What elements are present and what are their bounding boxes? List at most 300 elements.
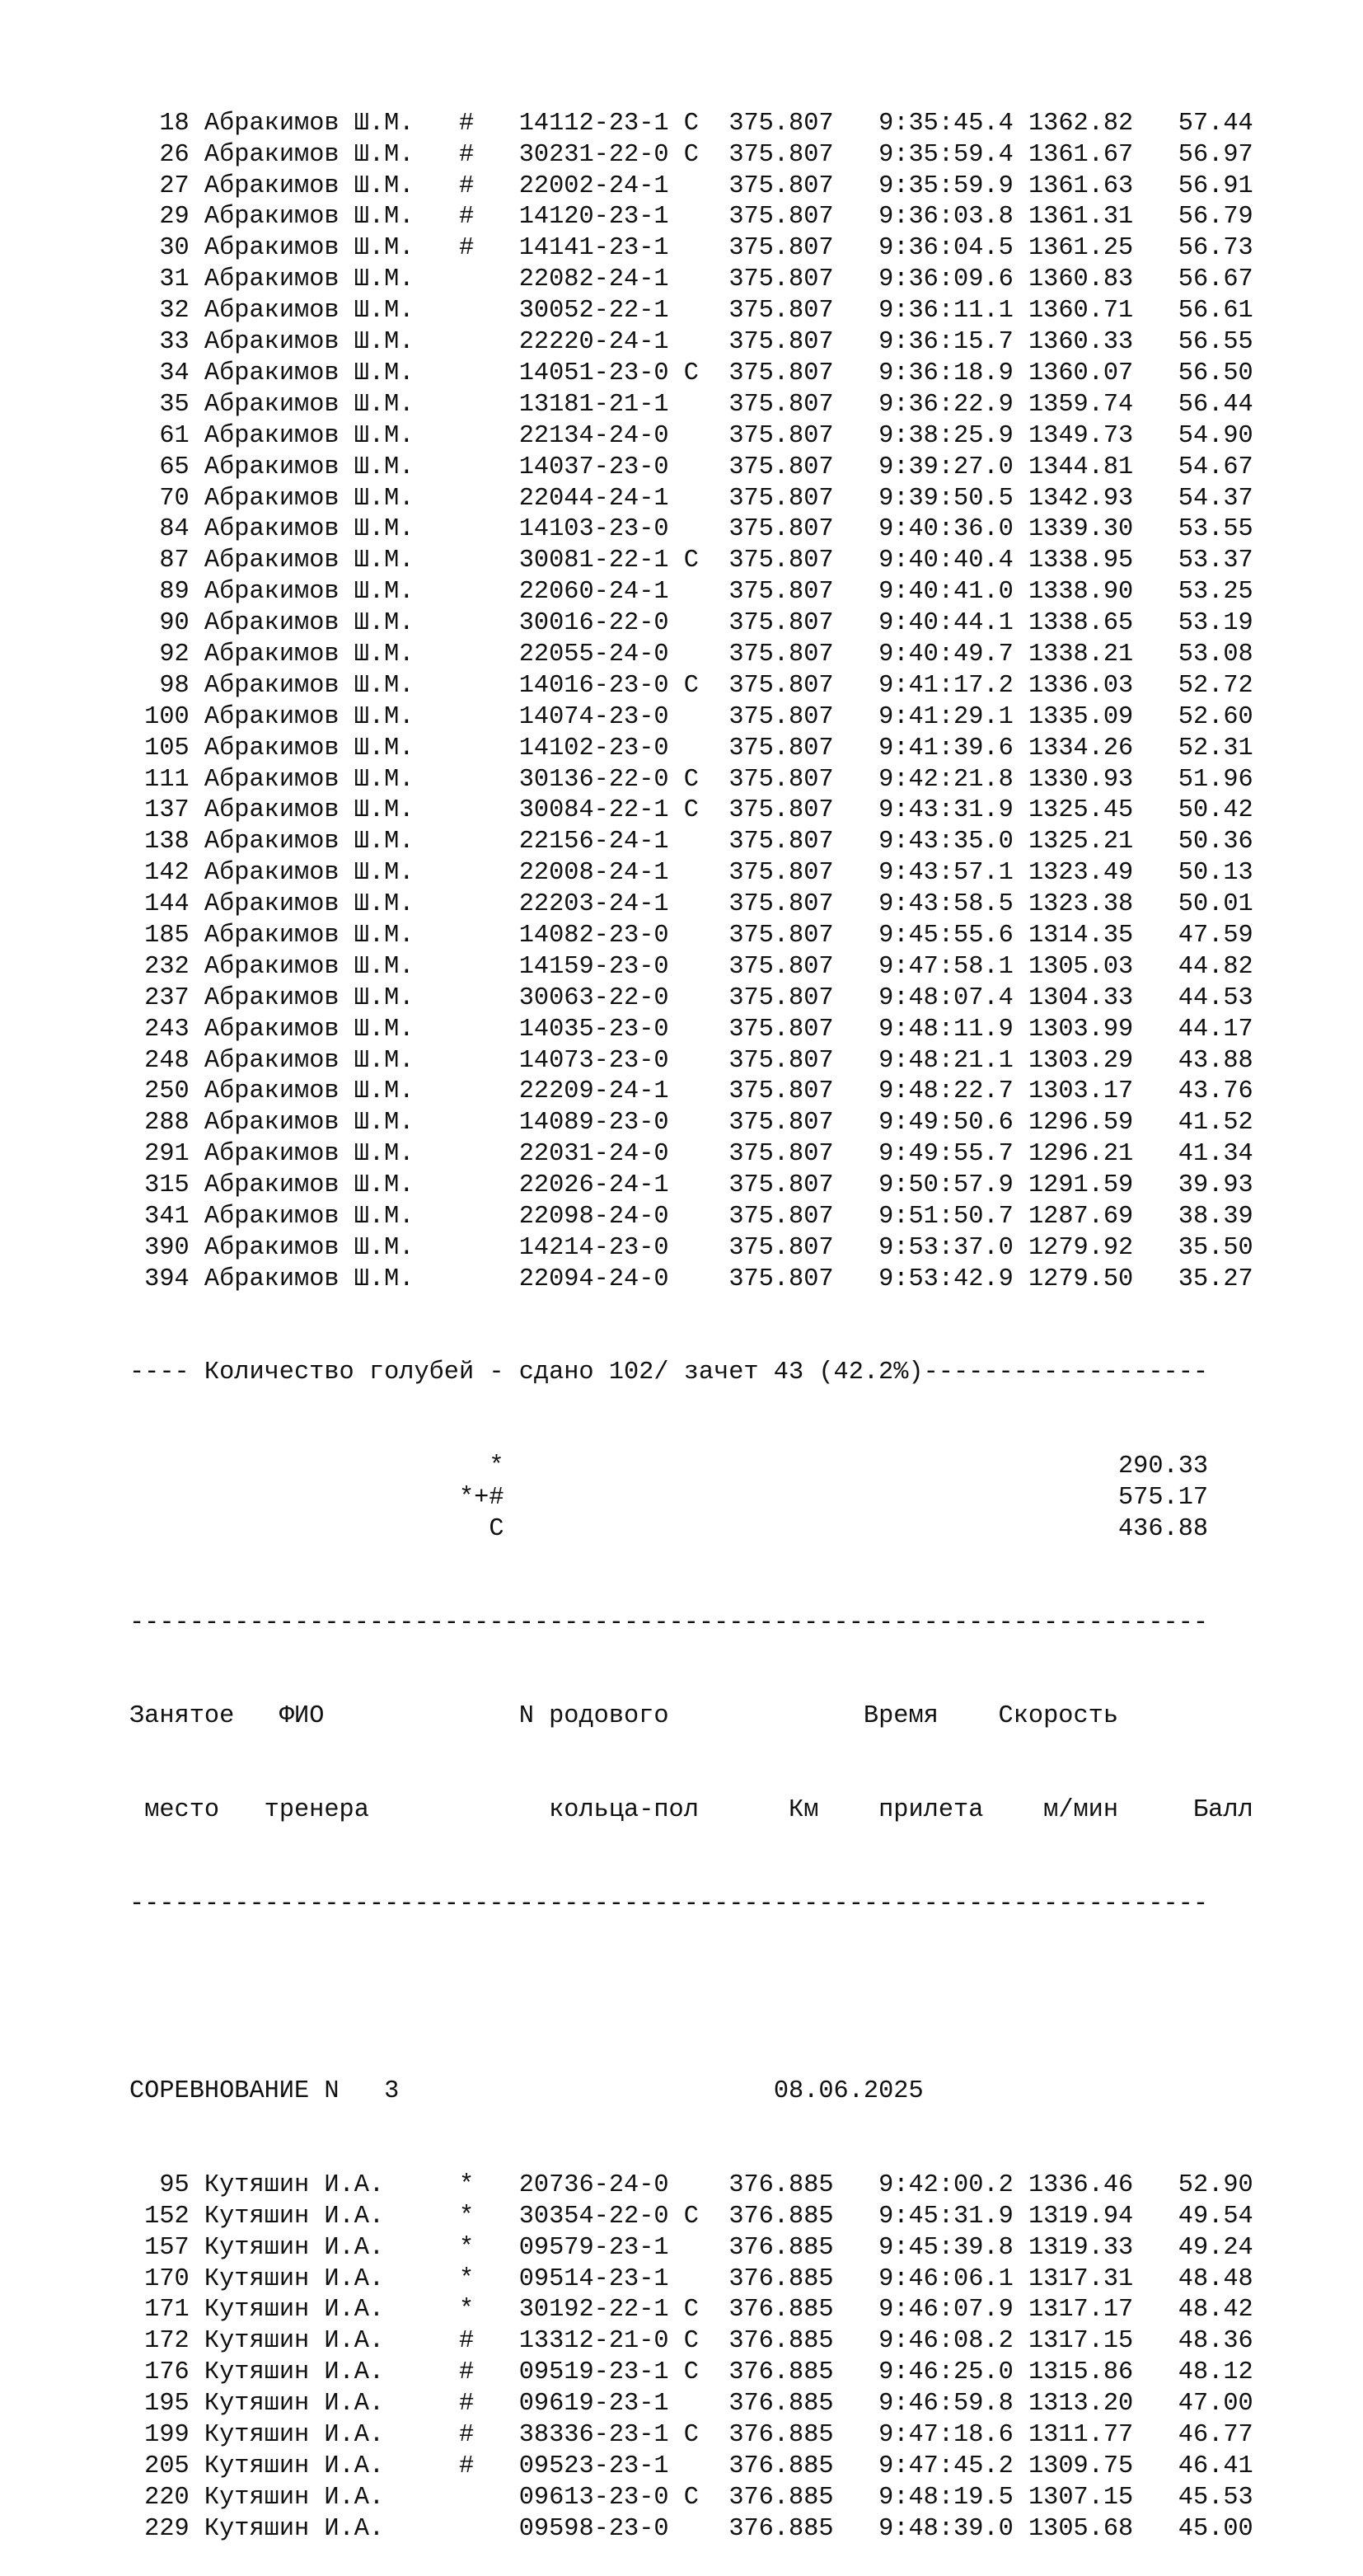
mark-cell: #: [459, 2390, 519, 2419]
km-cell: 375.807: [728, 765, 834, 794]
place-cell: 243: [129, 1015, 190, 1044]
ring-cell: 14120-23-1: [518, 203, 669, 232]
score-cell: 53.08: [1133, 640, 1253, 669]
place-cell: 291: [129, 1140, 190, 1169]
column-header-row-2: [129, 1795, 1253, 1827]
speed-cell: 1317.15: [1028, 2327, 1134, 2356]
trainer-cell: Абракимов Ш.М.: [204, 203, 460, 232]
mark-cell: [459, 609, 519, 637]
time-cell: 9:40:41.0: [878, 578, 1014, 607]
table-row: [129, 546, 1253, 577]
speed-cell: 1323.49: [1028, 859, 1134, 888]
competition-label: СОРЕВНОВАНИЕ N: [129, 2077, 340, 2106]
score-cell: 45.00: [1133, 2514, 1253, 2543]
score-cell: 56.79: [1133, 203, 1253, 232]
time-cell: 9:53:42.9: [878, 1265, 1014, 1293]
mark-cell: [459, 328, 519, 356]
time-cell: 9:51:50.7: [878, 1202, 1014, 1231]
score-cell: 54.37: [1133, 484, 1253, 513]
speed-cell: 1359.74: [1028, 390, 1134, 419]
table-row: [129, 2202, 1253, 2233]
score-cell: 53.37: [1133, 547, 1253, 575]
speed-cell: 1317.17: [1028, 2296, 1134, 2325]
km-cell: 376.885: [728, 2327, 834, 2356]
ring-cell: 14074-23-0: [518, 702, 669, 731]
mark-cell: #: [459, 109, 519, 138]
km-cell: 375.807: [728, 921, 834, 950]
ring-cell: 30354-22-0: [518, 2202, 669, 2231]
table-row: [129, 109, 1253, 140]
trainer-cell: Абракимов Ш.М.: [204, 1171, 460, 1200]
sex-cell: С: [683, 2483, 699, 2512]
mark-cell: [459, 1265, 519, 1293]
table-row: [129, 421, 1253, 453]
score-cell: 35.27: [1133, 1265, 1253, 1293]
speed-cell: 1336.46: [1028, 2170, 1134, 2199]
time-cell: 9:36:04.5: [878, 234, 1014, 263]
km-cell: 376.885: [728, 2170, 834, 2199]
speed-cell: 1339.30: [1028, 515, 1134, 544]
speed-cell: 1304.33: [1028, 983, 1134, 1012]
km-cell: 376.885: [728, 2483, 834, 2512]
ring-cell: 13312-21-0: [518, 2327, 669, 2356]
place-cell: 98: [129, 671, 190, 700]
place-cell: 142: [129, 859, 190, 888]
sex-cell: [684, 703, 699, 731]
mark-cell: #: [459, 140, 519, 169]
score-cell: 53.55: [1133, 515, 1253, 544]
km-cell: 375.807: [728, 140, 834, 169]
time-cell: 9:49:50.6: [878, 1109, 1014, 1138]
speed-cell: 1335.09: [1028, 702, 1134, 731]
speed-cell: 1309.75: [1028, 2452, 1134, 2480]
header-speed: Скорость: [998, 1702, 1118, 1731]
km-cell: 375.807: [728, 359, 834, 387]
header-speed-2: м/мин: [1043, 1796, 1119, 1825]
trainer-cell: Абракимов Ш.М.: [204, 547, 460, 575]
time-cell: 9:42:00.2: [878, 2170, 1014, 2199]
time-cell: 9:43:35.0: [878, 828, 1014, 856]
mark-cell: [459, 453, 519, 481]
speed-cell: 1305.68: [1028, 2514, 1134, 2543]
trainer-cell: Абракимов Ш.М.: [204, 859, 460, 888]
mark-cell: [459, 1203, 519, 1231]
ring-cell: 14037-23-0: [518, 453, 669, 481]
place-cell: 105: [129, 734, 190, 762]
ring-cell: 22209-24-1: [518, 1077, 669, 1106]
mark-cell: #: [459, 171, 519, 200]
totals-block: [129, 1452, 1253, 1546]
table-row: [129, 390, 1253, 421]
mark-cell: #: [459, 2421, 519, 2449]
time-cell: 9:36:22.9: [878, 390, 1014, 419]
sex-cell: [684, 1016, 699, 1044]
mark-cell: [459, 953, 519, 981]
score-cell: 53.19: [1133, 609, 1253, 638]
table-row: [129, 765, 1253, 796]
sex-cell: [684, 2171, 699, 2199]
speed-cell: 1362.82: [1028, 109, 1134, 138]
score-cell: 48.36: [1133, 2327, 1253, 2356]
mark-cell: [459, 796, 519, 824]
table-row: [129, 702, 1253, 734]
place-cell: 341: [129, 1202, 190, 1231]
total-value: 436.88: [1117, 1514, 1209, 1543]
km-cell: 375.807: [728, 1202, 834, 1231]
time-cell: 9:40:44.1: [878, 609, 1014, 638]
table-row: [129, 889, 1253, 921]
score-cell: 48.48: [1133, 2264, 1253, 2293]
summary-text: Количество голубей - сдано 102/ зачет 43 (42.2%): [204, 1358, 924, 1387]
mark-cell: [459, 859, 519, 887]
mark-cell: [459, 766, 519, 794]
table-row: [129, 2452, 1253, 2483]
place-cell: 65: [129, 453, 190, 481]
sex-cell: [684, 890, 699, 918]
km-cell: 375.807: [728, 1265, 834, 1293]
km-cell: 375.807: [728, 109, 834, 138]
table-row: [129, 359, 1253, 390]
time-cell: 9:53:37.0: [878, 1233, 1014, 1262]
time-cell: 9:48:11.9: [878, 1015, 1014, 1044]
speed-cell: 1296.21: [1028, 1140, 1134, 1169]
time-cell: 9:45:55.6: [878, 921, 1014, 950]
score-cell: 56.55: [1133, 328, 1253, 357]
trainer-cell: Абракимов Ш.М.: [204, 1077, 460, 1106]
place-cell: 137: [129, 796, 190, 825]
score-cell: 56.73: [1133, 234, 1253, 263]
place-cell: 70: [129, 484, 190, 513]
time-cell: 9:35:59.9: [878, 171, 1014, 200]
table-row: [129, 2514, 1253, 2546]
summary-line: ---- Количество голубей - сдано 102/ зачет 43 (42.2%)-------------------: [129, 1358, 1209, 1387]
km-cell: 375.807: [728, 1171, 834, 1200]
km-cell: 375.807: [728, 234, 834, 263]
ring-cell: 30136-22-0: [518, 765, 669, 794]
km-cell: 375.807: [728, 1077, 834, 1106]
place-cell: 34: [129, 359, 190, 387]
place-cell: 100: [129, 702, 190, 731]
header-place: Занятое: [129, 1702, 235, 1731]
sex-cell: С: [683, 671, 699, 700]
results-section-1: [129, 109, 1253, 1296]
score-cell: 54.90: [1133, 421, 1253, 450]
place-cell: 220: [129, 2483, 190, 2512]
sex-cell: [684, 328, 699, 356]
speed-cell: 1291.59: [1028, 1171, 1134, 1200]
header-ring: N родового: [518, 1702, 669, 1731]
header-trainer: ФИО: [279, 1702, 325, 1731]
speed-cell: 1361.67: [1028, 140, 1134, 169]
divider: ------------------------------------------------------------------------: [129, 1608, 1209, 1637]
table-row: [129, 233, 1253, 265]
trainer-cell: Абракимов Ш.М.: [204, 171, 460, 200]
sex-cell: [684, 1171, 699, 1199]
ring-cell: 14112-23-1: [518, 109, 669, 138]
place-cell: 390: [129, 1233, 190, 1262]
speed-cell: 1360.71: [1028, 297, 1134, 326]
place-cell: 61: [129, 421, 190, 450]
score-cell: 48.12: [1133, 2358, 1253, 2387]
km-cell: 376.885: [728, 2202, 834, 2231]
trainer-cell: Абракимов Ш.М.: [204, 234, 460, 263]
trainer-cell: Абракимов Ш.М.: [204, 640, 460, 669]
ring-cell: 22094-24-0: [518, 1265, 669, 1293]
mark-cell: [459, 703, 519, 731]
place-cell: 89: [129, 578, 190, 607]
score-cell: 43.76: [1133, 1077, 1253, 1106]
km-cell: 375.807: [728, 640, 834, 669]
sex-cell: [684, 453, 699, 481]
time-cell: 9:47:45.2: [878, 2452, 1014, 2480]
ring-cell: 22156-24-1: [518, 828, 669, 856]
divider: ------------------------------------------------------------------------: [129, 1889, 1209, 1918]
table-row: [129, 202, 1253, 233]
km-cell: 375.807: [728, 421, 834, 450]
time-cell: 9:46:08.2: [878, 2327, 1014, 2356]
time-cell: 9:45:31.9: [878, 2202, 1014, 2231]
place-cell: 229: [129, 2514, 190, 2543]
place-cell: 176: [129, 2358, 190, 2387]
ring-cell: 09598-23-0: [518, 2514, 669, 2543]
sex-cell: [684, 640, 699, 669]
place-cell: 152: [129, 2202, 190, 2231]
speed-cell: 1338.90: [1028, 578, 1134, 607]
score-cell: 44.53: [1133, 983, 1253, 1012]
km-cell: 375.807: [728, 515, 834, 544]
ring-cell: 14051-23-0: [518, 359, 669, 387]
trainer-cell: Абракимов Ш.М.: [204, 265, 460, 294]
table-row: [129, 1233, 1253, 1265]
speed-cell: 1325.21: [1028, 828, 1134, 856]
ring-cell: 14089-23-0: [518, 1109, 669, 1138]
mark-cell: [459, 547, 519, 575]
place-cell: 87: [129, 547, 190, 575]
sex-cell: [684, 828, 699, 856]
sex-cell: [684, 2390, 699, 2418]
place-cell: 237: [129, 983, 190, 1012]
trainer-cell: Абракимов Ш.М.: [204, 359, 460, 387]
km-cell: 375.807: [728, 1140, 834, 1169]
speed-cell: 1338.21: [1028, 640, 1134, 669]
time-cell: 9:36:11.1: [878, 297, 1014, 326]
mark-cell: [459, 672, 519, 700]
place-cell: 32: [129, 297, 190, 326]
table-row: [129, 2358, 1253, 2389]
speed-cell: 1317.31: [1028, 2264, 1134, 2293]
mark-cell: [459, 1140, 519, 1168]
km-cell: 375.807: [728, 1233, 834, 1262]
header-trainer-2: тренера: [264, 1796, 369, 1825]
place-cell: 288: [129, 1109, 190, 1138]
speed-cell: 1361.25: [1028, 234, 1134, 263]
table-row: [129, 827, 1253, 858]
time-cell: 9:39:27.0: [878, 453, 1014, 481]
speed-cell: 1315.86: [1028, 2358, 1134, 2387]
mark-cell: *: [459, 2296, 519, 2325]
km-cell: 375.807: [728, 1015, 834, 1044]
ring-cell: 22031-24-0: [518, 1140, 669, 1169]
place-cell: 138: [129, 828, 190, 856]
score-cell: 41.52: [1133, 1109, 1253, 1138]
table-row: [129, 795, 1253, 827]
trainer-cell: Абракимов Ш.М.: [204, 734, 460, 762]
mark-cell: [459, 515, 519, 543]
ring-cell: 22203-24-1: [518, 890, 669, 919]
trainer-cell: Абракимов Ш.М.: [204, 609, 460, 638]
speed-cell: 1334.26: [1028, 734, 1134, 762]
place-cell: 172: [129, 2327, 190, 2356]
table-row: [129, 2420, 1253, 2452]
speed-cell: 1323.38: [1028, 890, 1134, 919]
results-section-2: [129, 2170, 1253, 2546]
ring-cell: 22220-24-1: [518, 328, 669, 357]
table-row: [129, 1265, 1253, 1296]
score-cell: 56.91: [1133, 171, 1253, 200]
score-cell: 56.97: [1133, 140, 1253, 169]
speed-cell: 1361.31: [1028, 203, 1134, 232]
trainer-cell: Кутяшин И.А.: [204, 2421, 460, 2449]
mark-cell: *: [459, 2233, 519, 2262]
ring-cell: 09523-23-1: [518, 2452, 669, 2480]
sex-cell: [684, 2452, 699, 2480]
km-cell: 376.885: [728, 2358, 834, 2387]
table-row: [129, 2170, 1253, 2202]
ring-cell: 14035-23-0: [518, 1015, 669, 1044]
sex-cell: С: [683, 765, 699, 794]
mark-cell: *: [459, 2264, 519, 2293]
ring-cell: 14073-23-0: [518, 1046, 669, 1075]
speed-cell: 1311.77: [1028, 2421, 1134, 2449]
place-cell: 33: [129, 328, 190, 357]
place-cell: 90: [129, 609, 190, 638]
time-cell: 9:40:36.0: [878, 515, 1014, 544]
sex-cell: [684, 2515, 699, 2543]
total-value: 290.33: [1117, 1452, 1209, 1481]
ring-cell: 30063-22-0: [518, 983, 669, 1012]
score-cell: 45.53: [1133, 2483, 1253, 2512]
mark-cell: [459, 391, 519, 419]
sex-cell: С: [683, 2421, 699, 2449]
speed-cell: 1360.33: [1028, 328, 1134, 357]
total-row: [129, 1483, 1253, 1514]
score-cell: 41.34: [1133, 1140, 1253, 1169]
sex-cell: [684, 859, 699, 887]
sex-cell: [684, 1234, 699, 1262]
score-cell: 47.00: [1133, 2390, 1253, 2419]
time-cell: 9:48:19.5: [878, 2483, 1014, 2512]
time-cell: 9:46:07.9: [878, 2296, 1014, 2325]
sex-cell: [684, 1140, 699, 1168]
trainer-cell: Абракимов Ш.М.: [204, 390, 460, 419]
blank-line: [129, 1982, 1253, 2014]
ring-cell: 30016-22-0: [518, 609, 669, 638]
header-place-2: место: [144, 1796, 220, 1825]
competition-line: [129, 2076, 1253, 2108]
table-row: [129, 1139, 1253, 1171]
ring-cell: 30052-22-1: [518, 297, 669, 326]
time-cell: 9:50:57.9: [878, 1171, 1014, 1200]
ring-cell: 30084-22-1: [518, 796, 669, 825]
ring-cell: 22082-24-1: [518, 265, 669, 294]
speed-cell: 1279.50: [1028, 1265, 1134, 1293]
score-cell: 38.39: [1133, 1202, 1253, 1231]
mark-cell: [459, 1047, 519, 1075]
trainer-cell: Абракимов Ш.М.: [204, 1109, 460, 1138]
table-row: [129, 171, 1253, 203]
speed-cell: 1319.94: [1028, 2202, 1134, 2231]
sex-cell: С: [683, 2296, 699, 2325]
table-row: [129, 327, 1253, 359]
ring-cell: 30231-22-0: [518, 140, 669, 169]
mark-cell: [459, 1171, 519, 1199]
speed-cell: 1360.83: [1028, 265, 1134, 294]
table-row: [129, 921, 1253, 952]
place-cell: 84: [129, 515, 190, 544]
place-cell: 18: [129, 109, 190, 138]
place-cell: 205: [129, 2452, 190, 2480]
sex-cell: С: [683, 109, 699, 138]
table-row: [129, 671, 1253, 702]
km-cell: 375.807: [728, 828, 834, 856]
ring-cell: 09619-23-1: [518, 2390, 669, 2419]
score-cell: 52.90: [1133, 2170, 1253, 2199]
total-label: С: [489, 1514, 504, 1543]
table-row: [129, 1046, 1253, 1077]
ring-cell: 22134-24-0: [518, 421, 669, 450]
speed-cell: 1338.95: [1028, 547, 1134, 575]
km-cell: 375.807: [728, 983, 834, 1012]
km-cell: 375.807: [728, 859, 834, 888]
competition-date: 08.06.2025: [773, 2077, 924, 2106]
time-cell: 9:43:31.9: [878, 796, 1014, 825]
speed-cell: 1342.93: [1028, 484, 1134, 513]
ring-cell: 09519-23-1: [518, 2358, 669, 2387]
ring-cell: 09579-23-1: [518, 2233, 669, 2262]
time-cell: 9:42:21.8: [878, 765, 1014, 794]
sex-cell: С: [683, 140, 699, 169]
ring-cell: 22002-24-1: [518, 171, 669, 200]
score-cell: 56.44: [1133, 390, 1253, 419]
trainer-cell: Абракимов Ш.М.: [204, 453, 460, 481]
competition-number: 3: [384, 2077, 400, 2106]
total-label: *+#: [458, 1484, 504, 1513]
mark-cell: [459, 422, 519, 450]
mark-cell: [459, 2515, 519, 2543]
place-cell: 171: [129, 2296, 190, 2325]
mark-cell: *: [459, 2170, 519, 2199]
table-row: [129, 608, 1253, 640]
km-cell: 375.807: [728, 578, 834, 607]
km-cell: 376.885: [728, 2421, 834, 2449]
trainer-cell: Абракимов Ш.М.: [204, 983, 460, 1012]
sex-cell: С: [683, 2358, 699, 2387]
trainer-cell: Абракимов Ш.М.: [204, 140, 460, 169]
place-cell: 144: [129, 890, 190, 919]
mark-cell: [459, 890, 519, 918]
table-row: [129, 1077, 1253, 1108]
score-cell: 47.59: [1133, 921, 1253, 950]
trainer-cell: Кутяшин И.А.: [204, 2327, 460, 2356]
place-cell: 30: [129, 234, 190, 263]
mark-cell: [459, 1016, 519, 1044]
place-cell: 35: [129, 390, 190, 419]
sex-cell: [684, 391, 699, 419]
place-cell: 29: [129, 203, 190, 232]
table-row: [129, 1108, 1253, 1139]
time-cell: 9:41:17.2: [878, 671, 1014, 700]
time-cell: 9:36:03.8: [878, 203, 1014, 232]
